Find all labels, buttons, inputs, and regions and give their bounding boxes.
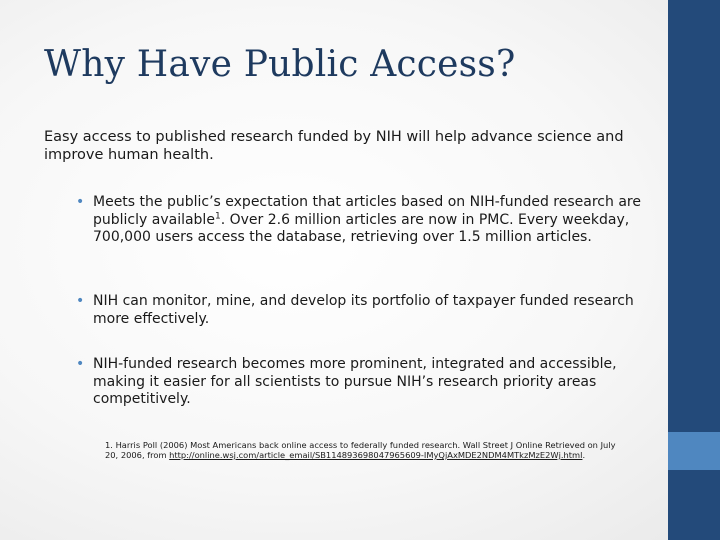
bullet-icon: •	[76, 194, 85, 210]
intro-paragraph: Easy access to published research funded by NIH will help advance science and improve human health.	[44, 129, 624, 163]
slide-title: Why Have Public Access?	[44, 44, 516, 85]
bullet-icon: •	[76, 356, 85, 372]
bullet-text: NIH can monitor, mine, and develop its portfolio of taxpayer funded research more effectively.	[93, 293, 634, 327]
bullet-item-prominent	[76, 356, 653, 409]
bullet-icon: •	[76, 293, 85, 309]
accent-bar-highlight	[668, 432, 720, 470]
bullet-item-monitor	[76, 293, 653, 328]
footnote-number: 1.	[105, 440, 113, 450]
right-accent-bar	[668, 0, 720, 540]
accent-bar-top	[668, 0, 720, 432]
footnote-trailing: .	[582, 450, 586, 460]
footnote-text: Harris Poll (2006) Most Americans back online access to federally funded research. Wall Street J Online Retrieved on July 20, 2006, from	[105, 440, 616, 460]
bullet-item-public-expectation	[76, 194, 653, 247]
footnote-link[interactable]: http://online.wsj.com/article_email/SB114893698047965609-IMyQjAxMDE2NDM4MTkzMzE2Wj.html	[169, 450, 583, 460]
footnote	[105, 440, 625, 460]
footnote-ref: 1	[214, 210, 221, 221]
bullet-text: NIH-funded research becomes more prominent, integrated and accessible, making it easier for all scientists to pursue NIH’s research priority areas competitively.	[93, 356, 617, 407]
accent-bar-bottom	[668, 470, 720, 540]
bullet-text: Meets the public’s expectation that articles based on NIH-funded research are publicly available	[93, 194, 641, 228]
bullet-text-cont: . Over 2.6 million articles are now in PMC. Every weekday, 700,000 users access the database, retrieving over 1.5 million articles.	[93, 211, 630, 245]
